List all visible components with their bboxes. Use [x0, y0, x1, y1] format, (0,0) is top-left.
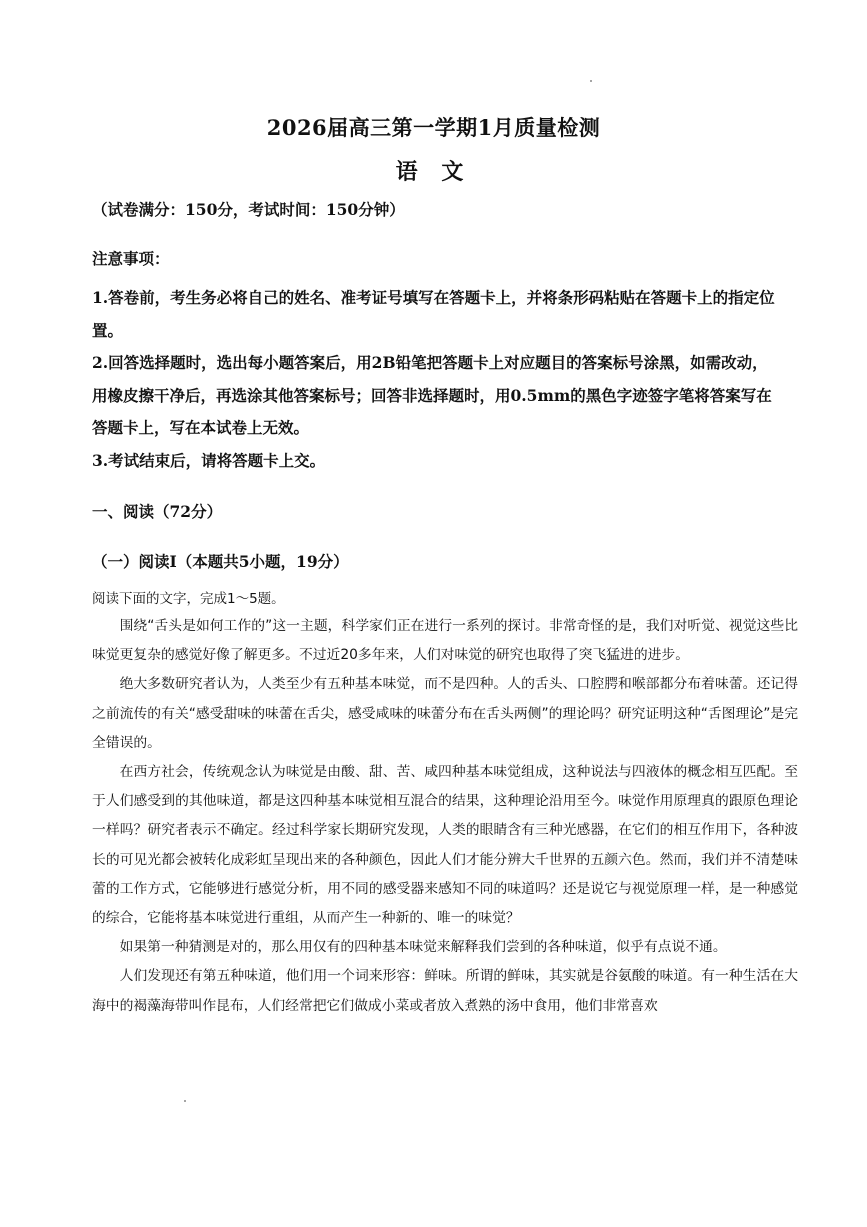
passage-paragraph: 在西方社会，传统观念认为味觉是由酸、甜、苦、咸四种基本味觉组成，这种说法与四液体的概念相互匹配。至于人们感受到的其他味道，都是这四种基本味觉相互混合的结果，这种理论沿用至今。味觉作用原理真的跟原色理论一样吗？研究者表示不确定。经过科学家长期研究发现，人类的眼睛含有三种光感器，在它们的相互作用下，各种波长的可见光都会被转化成彩虹呈现出来的各种颜色，因此人们才能分辨大千世界的五颜六色。然而，我们并不清楚味蕾的工作方式，它能够进行感觉分析，用不同的感受器来感知不同的味道吗？还是说它与视觉原理一样，是一种感觉的综合，它能将基本味觉进行重组，从而产生一种新的、唯一的味觉？ — [92, 764, 798, 927]
exam-title: 2026届高三第一学期1月质量检测 — [266, 115, 601, 140]
passage-paragraph: 围绕“舌头是如何工作的”这一主题，科学家们正在进行一系列的探讨。非常奇怪的是，我们对听觉、视觉这些比味觉更复杂的感觉好像了解更多。不过近20多年来，人们对味觉的研究也取得了突飞猛进的进步。 — [92, 618, 798, 664]
note-item: 2.回答选择题时，选出每小题答案后，用2B铅笔把答题卡上对应题目的答案标号涂黑，如需改动，用橡皮擦干净后，再选涂其他答案标号；回答非选择题时，用0.5mm的黑色字迹签字笔将答案写在答题卡上，写在本试卷上无效。 — [92, 353, 772, 437]
exam-info: （试卷满分：150分，考试时间：150分钟） — [92, 200, 405, 219]
subject-title: 语 文 — [395, 159, 472, 185]
scan-speck — [184, 1100, 186, 1102]
scan-speck — [590, 80, 592, 82]
note-item: 3.考试结束后，请将答题卡上交。 — [92, 450, 326, 470]
sub-section-heading: （一）阅读Ⅰ（本题共5小题，19分） — [92, 552, 349, 571]
passage-paragraph: 人们发现还有第五种味道，他们用一个词来形容：鲜味。所谓的鲜味，其实就是谷氨酸的味道。有一种生活在大海中的褐藻海带叫作昆布，人们经常把它们做成小菜或者放入煮熟的汤中食用，他们非常喜欢 — [92, 968, 798, 1014]
reading-passage — [92, 612, 798, 1021]
notes-list — [92, 282, 782, 477]
section-heading: 一、阅读（72分） — [92, 502, 223, 521]
notes-heading: 注意事项： — [92, 249, 170, 268]
reading-instruction: 阅读下面的文字，完成1～5题。 — [92, 591, 285, 607]
note-item: 1.答卷前，考生务必将自己的姓名、准考证号填写在答题卡上，并将条形码粘贴在答题卡上的指定位置。 — [92, 288, 775, 340]
passage-paragraph: 如果第一种猜测是对的，那么用仅有的四种基本味觉来解释我们尝到的各种味道，似乎有点说不通。 — [119, 939, 727, 956]
passage-paragraph: 绝大多数研究者认为，人类至少有五种基本味觉，而不是四种。人的舌头、口腔腭和喉部都分布着味蕾。还记得之前流传的有关“感受甜味的味蕾在舌尖，感受咸味的味蕾分布在舌头两侧”的理论吗？研究证明这种“舌图理论”是完全错误的。 — [92, 676, 798, 751]
